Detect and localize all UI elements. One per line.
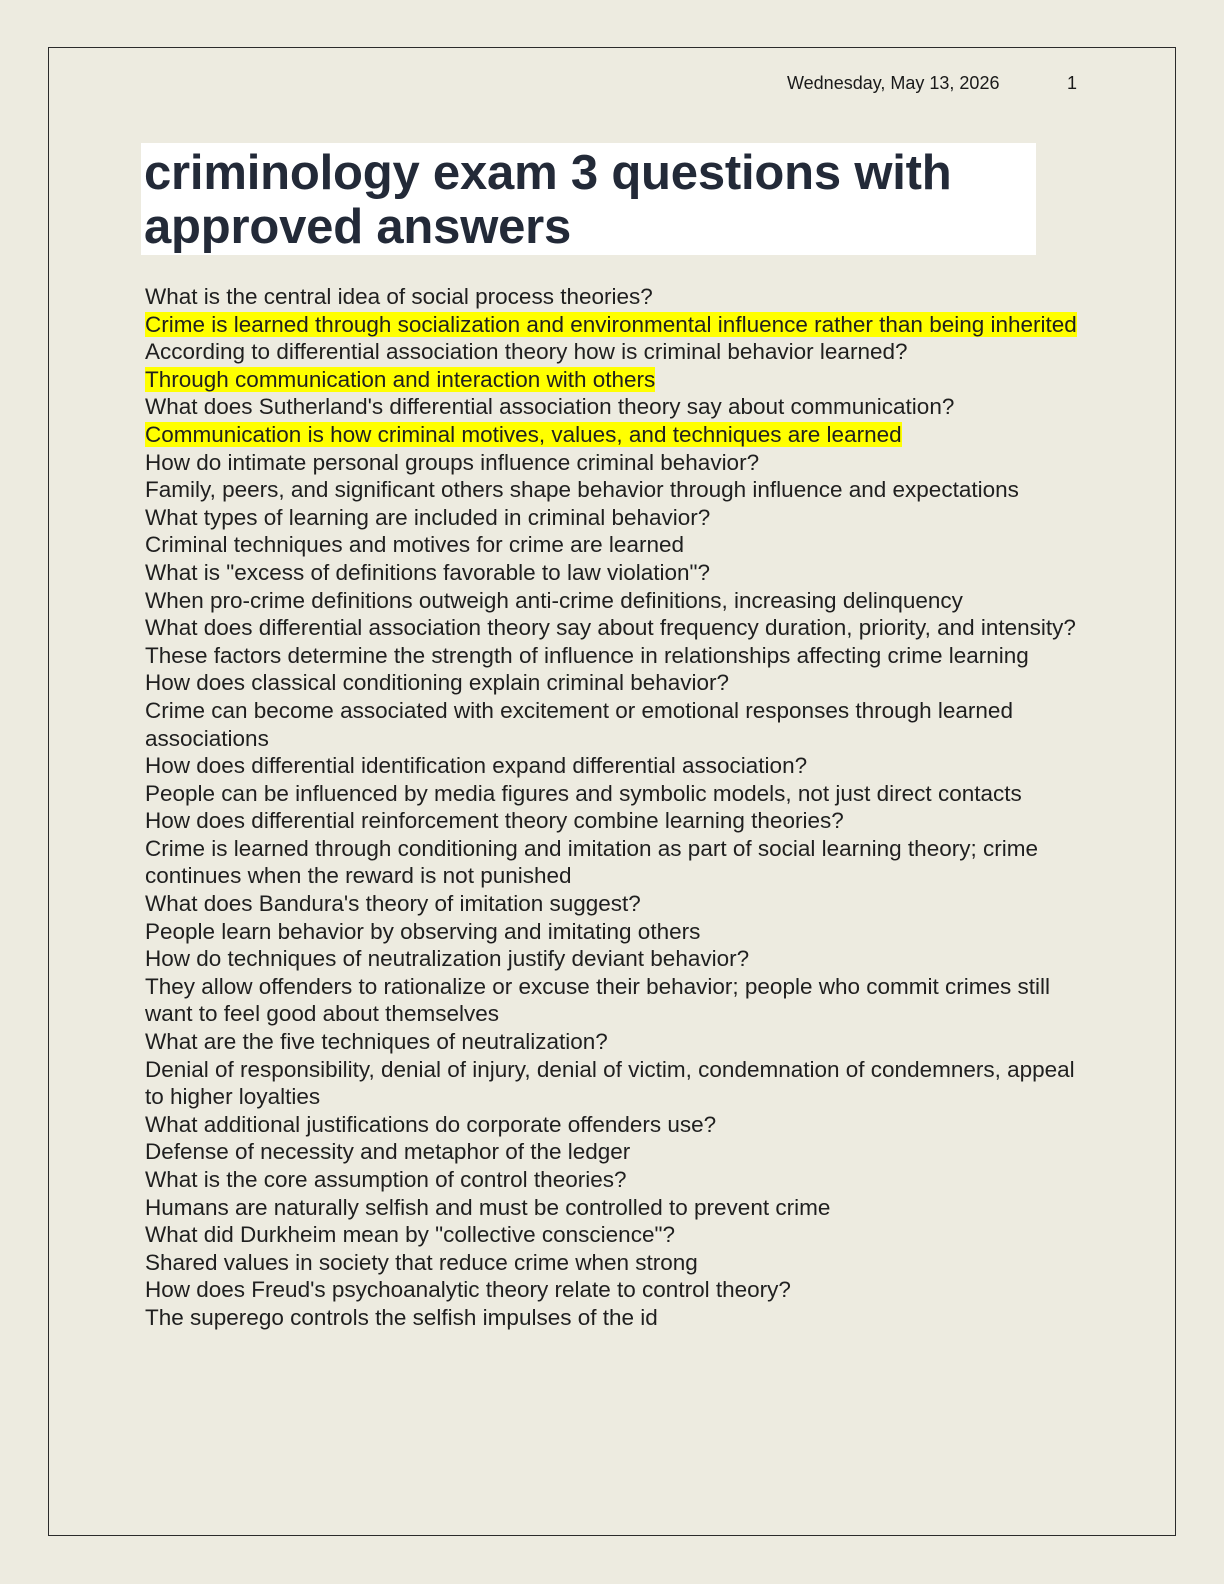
question-text: How does differential reinforcement theory combine learning theories?	[145, 808, 844, 834]
answer-text: They allow offenders to rationalize or excuse their behavior; people who commit crimes still want to feel good about themselves	[145, 973, 1050, 1027]
answer-text: When pro-crime definitions outweigh anti-crime definitions, increasing delinquency	[145, 587, 963, 613]
page-number: 1	[1067, 73, 1078, 93]
answer-text: The superego controls the selfish impulses of the id	[145, 1304, 658, 1330]
answer-text: Humans are naturally selfish and must be controlled to prevent crime	[145, 1194, 831, 1220]
highlighted-answer: Crime is learned through socialization and environmental influence rather than being inherited	[145, 311, 1077, 337]
answer-text: Crime can become associated with excitement or emotional responses through learned associations	[145, 697, 1013, 751]
question-text: What does differential association theory say about frequency duration, priority, and intensity?	[145, 615, 1076, 641]
answer-text: People learn behavior by observing and imitating others	[145, 918, 701, 944]
question-text: How does Freud's psychoanalytic theory relate to control theory?	[145, 1277, 791, 1303]
question-text: How does classical conditioning explain criminal behavior?	[145, 670, 730, 696]
question-text: What additional justifications do corporate offenders use?	[145, 1111, 717, 1137]
highlighted-answer: Communication is how criminal motives, values, and techniques are learned	[145, 421, 902, 447]
answer-text: These factors determine the strength of influence in relationships affecting crime learning	[145, 642, 1029, 668]
qa-list	[145, 283, 1090, 1332]
answer-text: Shared values in society that reduce crime when strong	[145, 1249, 698, 1275]
answer-text: Defense of necessity and metaphor of the ledger	[145, 1139, 631, 1165]
question-text: What is the central idea of social process theories?	[145, 284, 653, 309]
answer-text: Crime is learned through conditioning and imitation as part of social learning theory; crime continues when the reward is not punished	[145, 835, 1038, 889]
question-text: What types of learning are included in criminal behavior?	[145, 504, 711, 530]
answer-text: Criminal techniques and motives for crime are learned	[145, 532, 684, 558]
question-text: What is "excess of definitions favorable to law violation"?	[145, 559, 711, 585]
answer-text: Family, peers, and significant others shape behavior through influence and expectations	[145, 477, 1019, 503]
header-date: Wednesday, May 13, 2026	[787, 73, 1000, 93]
answer-text	[145, 421, 1090, 449]
question-text: How does differential identification expand differential association?	[145, 753, 808, 779]
answer-text: People can be influenced by media figures and symbolic models, not just direct contacts	[145, 780, 1022, 806]
question-text: What does Bandura's theory of imitation suggest?	[145, 891, 641, 917]
answer-text	[145, 311, 1090, 339]
document-title: criminology exam 3 questions with approved answers	[144, 146, 952, 254]
question-text: What is the core assumption of control theories?	[145, 1167, 627, 1192]
question-text: How do intimate personal groups influence criminal behavior?	[145, 449, 760, 475]
answer-text	[145, 366, 1090, 394]
question-text: According to differential association theory how is criminal behavior learned?	[145, 339, 908, 365]
title-box	[141, 143, 1036, 255]
answer-text: Denial of responsibility, denial of injury, denial of victim, condemnation of condemners, appeal to higher loyalties	[145, 1056, 1075, 1110]
question-text: What does Sutherland's differential association theory say about communication?	[145, 394, 955, 420]
question-text: What are the five techniques of neutralization?	[145, 1029, 608, 1055]
question-text: How do techniques of neutralization justify deviant behavior?	[145, 946, 750, 972]
question-text: What did Durkheim mean by "collective conscience"?	[145, 1222, 675, 1248]
highlighted-answer: Through communication and interaction with others	[145, 366, 656, 392]
